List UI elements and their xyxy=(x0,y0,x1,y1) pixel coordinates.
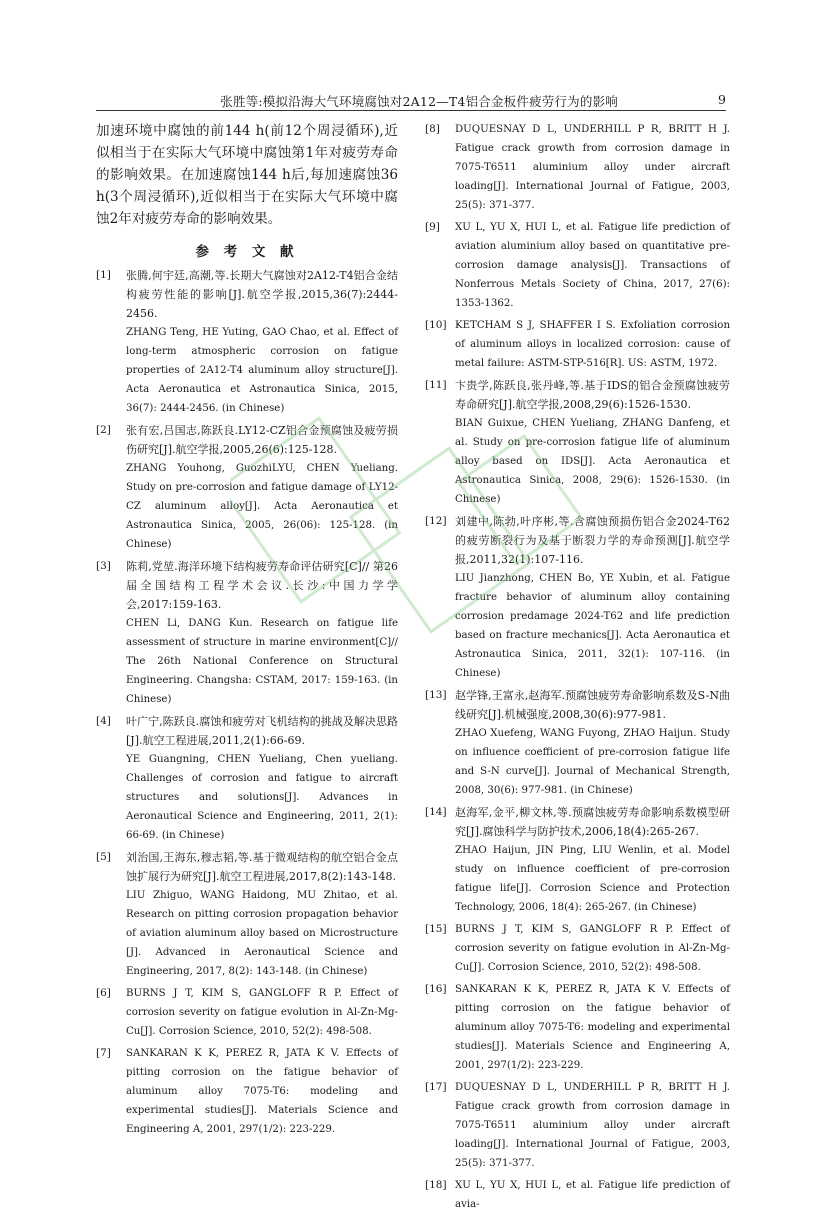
reference-english: LIU Zhiguo, WANG Haidong, MU Zhitao, et al. Research on pitting corrosion propagation behavior of aviation aluminum alloy based on Microstructure [J]. Advanced in Aeronautical Science and Engineering, 2017, 8(2): 143-148. (in Chinese) xyxy=(126,890,398,977)
references-heading: 参 考 文 献 xyxy=(195,244,299,260)
reference-item xyxy=(425,218,730,313)
reference-chinese: 张有宏,吕国志,陈跃良.LY12-CZ铝合金预腐蚀及疲劳损伤研究[J].航空学报,2005,26(6):125-128. xyxy=(126,424,398,456)
reference-item xyxy=(96,848,398,981)
reference-number: [17] xyxy=(425,1081,447,1093)
reference-number: [6] xyxy=(96,987,111,999)
reference-text xyxy=(126,1044,398,1139)
reference-chinese: 卞贵学,陈跃良,张丹峰,等.基于IDS的铝合金预腐蚀疲劳寿命研究[J].航空学报,2008,29(6):1526-1530. xyxy=(455,379,730,411)
reference-list-left xyxy=(96,266,398,1139)
reference-english: KETCHAM S J, SHAFFER I S. Exfoliation corrosion of aluminum alloys in localized corrosion: cause of metal failure: ASTM-STP-516[R]. US: ASTM, 1972. xyxy=(455,320,730,369)
reference-text xyxy=(126,266,398,418)
reference-english: YE Guangning, CHEN Yueliang, Chen yueliang. Challenges of corrosion and fatigue to aircraft structures and solutions[J]. Advances in Aeronautical Science and Engineering, 2011, 2(1): 66-69. (in Chinese) xyxy=(126,754,398,841)
running-title: 张胜等:模拟沿海大气环境腐蚀对2A12—T4铝合金板件疲劳行为的影响 xyxy=(220,94,618,109)
reference-number: [9] xyxy=(425,221,440,233)
reference-number: [3] xyxy=(96,560,111,572)
reference-english: BURNS J T, KIM S, GANGLOFF R P. Effect of corrosion severity on fatigue evolution in Al-Zn-Mg-Cu[J]. Corrosion Science, 2010, 52(2): 498-508. xyxy=(455,924,730,973)
page-number: 9 xyxy=(718,92,726,107)
reference-item xyxy=(425,1078,730,1173)
reference-item xyxy=(96,557,398,709)
reference-item xyxy=(96,421,398,554)
reference-item xyxy=(425,376,730,509)
reference-english: ZHAO Haijun, JIN Ping, LIU Wenlin, et al. Model study on influence coefficient of pre-corrosion fatigue life[J]. Corrosion Science and Protection Technology, 2006, 18(4): 265-267. (in Chinese) xyxy=(455,845,730,913)
reference-number: [4] xyxy=(96,715,111,727)
reference-chinese: 陈莉,党堃.海洋环境下结构疲劳寿命评估研究[C]// 第26届全国结构工程学术会议.长沙:中国力学学会,2017:159-163. xyxy=(126,560,398,611)
reference-list-right xyxy=(425,120,730,1214)
reference-english: XU L, YU X, HUI L, et al. Fatigue life prediction of avia- xyxy=(455,1180,730,1210)
reference-item xyxy=(425,803,730,917)
reference-chinese: 张腾,何宇廷,高潮,等.长期大气腐蚀对2A12-T4铝合金结构疲劳性能的影响[J].航空学报,2015,36(7):2444-2456. xyxy=(126,269,398,320)
reference-english: SANKARAN K K, PEREZ R, JATA K V. Effects of pitting corrosion on the fatigue behavior of aluminum alloy 7075-T6: modeling and experimental studies[J]. Materials Science and Engineering A, 2001, 297(1/2): 223-229. xyxy=(455,984,730,1071)
reference-english: DUQUESNAY D L, UNDERHILL P R, BRITT H J. Fatigue crack growth from corrosion damage in 7075-T6511 aluminium alloy under aircraft loading[J]. International Journal of Fatigue, 2003, 25(5): 371-377. xyxy=(455,1082,730,1169)
reference-text xyxy=(455,1078,730,1173)
reference-number: [1] xyxy=(96,269,111,281)
reference-number: [8] xyxy=(425,123,440,135)
reference-text xyxy=(455,316,730,373)
reference-text xyxy=(455,803,730,917)
reference-chinese: 刘建中,陈勃,叶序彬,等.含腐蚀预损伤铝合金2024-T62的疲劳断裂行为及基于断裂力学的寿命预测[J].航空学报,2011,32(1):107-116. xyxy=(455,515,730,566)
left-column xyxy=(96,120,398,1142)
reference-item xyxy=(96,712,398,845)
reference-item xyxy=(425,512,730,683)
reference-item xyxy=(96,1044,398,1139)
reference-english: LIU Jianzhong, CHEN Bo, YE Xubin, et al. Fatigue fracture behavior of aluminum alloy containing corrosion predamage 2024-T62 and life prediction based on fracture mechanics[J]. Acta Aeronautica et Astronautica Sinica, 2011, 32(1): 107-116. (in Chinese) xyxy=(455,573,730,679)
reference-text xyxy=(455,218,730,313)
reference-text xyxy=(455,686,730,800)
reference-english: BIAN Guixue, CHEN Yueliang, ZHANG Danfeng, et al. Study on pre-corrosion fatigue life of aluminum alloy based on IDS[J]. Acta Aeronautica et Astronautica Sinica, 2008, 29(6): 1526-1530. (in Chinese) xyxy=(455,418,730,505)
reference-text xyxy=(126,848,398,981)
reference-number: [2] xyxy=(96,424,111,436)
reference-number: [5] xyxy=(96,851,111,863)
reference-item xyxy=(425,316,730,373)
reference-text xyxy=(455,376,730,509)
reference-item xyxy=(425,980,730,1075)
reference-number: [11] xyxy=(425,379,447,391)
reference-number: [10] xyxy=(425,319,447,331)
reference-chinese: 赵学锋,王富永,赵海军.预腐蚀疲劳寿命影响系数及S-N曲线研究[J].机械强度,2008,30(6):977-981. xyxy=(455,689,730,721)
reference-number: [16] xyxy=(425,983,447,995)
right-column xyxy=(425,120,730,1217)
reference-english: ZHANG Youhong, GuozhiLYU, CHEN Yueliang. Study on pre-corrosion and fatigue damage of LY12-CZ aluminum alloy[J]. Acta Aeronautica et Astronautica Sinica, 2005, 26(06): 125-128. (in Chinese) xyxy=(126,463,398,550)
reference-english: XU L, YU X, HUI L, et al. Fatigue life prediction of aviation aluminium alloy based on quantitative pre-corrosion damage analysis[J]. Transactions of Nonferrous Metals Society of China, 2017, 27(6): 1353-1362. xyxy=(455,222,730,309)
reference-text xyxy=(455,512,730,683)
reference-item xyxy=(425,1176,730,1214)
reference-text xyxy=(455,980,730,1075)
reference-number: [12] xyxy=(425,515,447,527)
reference-chinese: 赵海军,金平,柳文林,等.预腐蚀疲劳寿命影响系数模型研究[J].腐蚀科学与防护技术,2006,18(4):265-267. xyxy=(455,806,730,838)
reference-item xyxy=(96,984,398,1041)
reference-english: DUQUESNAY D L, UNDERHILL P R, BRITT H J. Fatigue crack growth from corrosion damage in 7075-T6511 aluminium alloy under aircraft loading[J]. International Journal of Fatigue, 2003, 25(5): 371-377. xyxy=(455,124,730,211)
reference-item xyxy=(96,266,398,418)
reference-english: SANKARAN K K, PEREZ R, JATA K V. Effects of pitting corrosion on the fatigue behavior of aluminum alloy 7075-T6: modeling and experimental studies[J]. Materials Science and Engineering A, 2001, 297(1/2): 223-229. xyxy=(126,1048,398,1135)
reference-item xyxy=(425,920,730,977)
running-header xyxy=(96,90,726,111)
reference-text xyxy=(455,920,730,977)
reference-english: CHEN Li, DANG Kun. Research on fatigue life assessment of structure in marine environment[C]// The 26th National Conference on Structural Engineering. Changsha: CSTAM, 2017: 159-163. (in Chinese) xyxy=(126,618,398,705)
reference-english: ZHANG Teng, HE Yuting, GAO Chao, et al. Effect of long-term atmospheric corrosion on fatigue properties of 2A12-T4 aluminum alloy structure[J]. Acta Aeronautica et Astronautica Sinica, 2015, 36(7): 2444-2456. (in Chinese) xyxy=(126,327,398,414)
reference-item xyxy=(425,120,730,215)
reference-english: ZHAO Xuefeng, WANG Fuyong, ZHAO Haijun. Study on influence coefficient of pre-corrosion fatigue life and S-N curve[J]. Journal of Mechanical Strength, 2008, 30(6): 977-981. (in Chinese) xyxy=(455,728,730,796)
reference-text xyxy=(126,557,398,709)
reference-number: [18] xyxy=(425,1179,447,1191)
reference-text xyxy=(126,712,398,845)
reference-number: [13] xyxy=(425,689,447,701)
reference-item xyxy=(425,686,730,800)
reference-text xyxy=(455,120,730,215)
reference-number: [7] xyxy=(96,1047,111,1059)
reference-chinese: 刘治国,王海东,穆志韬,等.基于微观结构的航空铝合金点蚀扩展行为研究[J].航空工程进展,2017,8(2):143-148. xyxy=(126,851,398,883)
reference-chinese: 叶广宁,陈跃良.腐蚀和疲劳对飞机结构的挑战及解决思路[J].航空工程进展,2011,2(1):66-69. xyxy=(126,715,398,747)
reference-number: [14] xyxy=(425,806,447,818)
reference-text xyxy=(455,1176,730,1214)
reference-number: [15] xyxy=(425,923,447,935)
reference-english: BURNS J T, KIM S, GANGLOFF R P. Effect of corrosion severity on fatigue evolution in Al-Zn-Mg-Cu[J]. Corrosion Science, 2010, 52(2): 498-508. xyxy=(126,988,398,1037)
reference-text xyxy=(126,984,398,1041)
conclusion-paragraph: 加速环境中腐蚀的前144 h(前12个周浸循环),近似相当于在实际大气环境中腐蚀第1年对疲劳寿命的影响效果。在加速腐蚀144 h后,每加速腐蚀36 h(3个周浸循环),近似相当于在实际大气环境中腐蚀2年对疲劳寿命的影响效果。 xyxy=(96,123,398,227)
reference-text xyxy=(126,421,398,554)
